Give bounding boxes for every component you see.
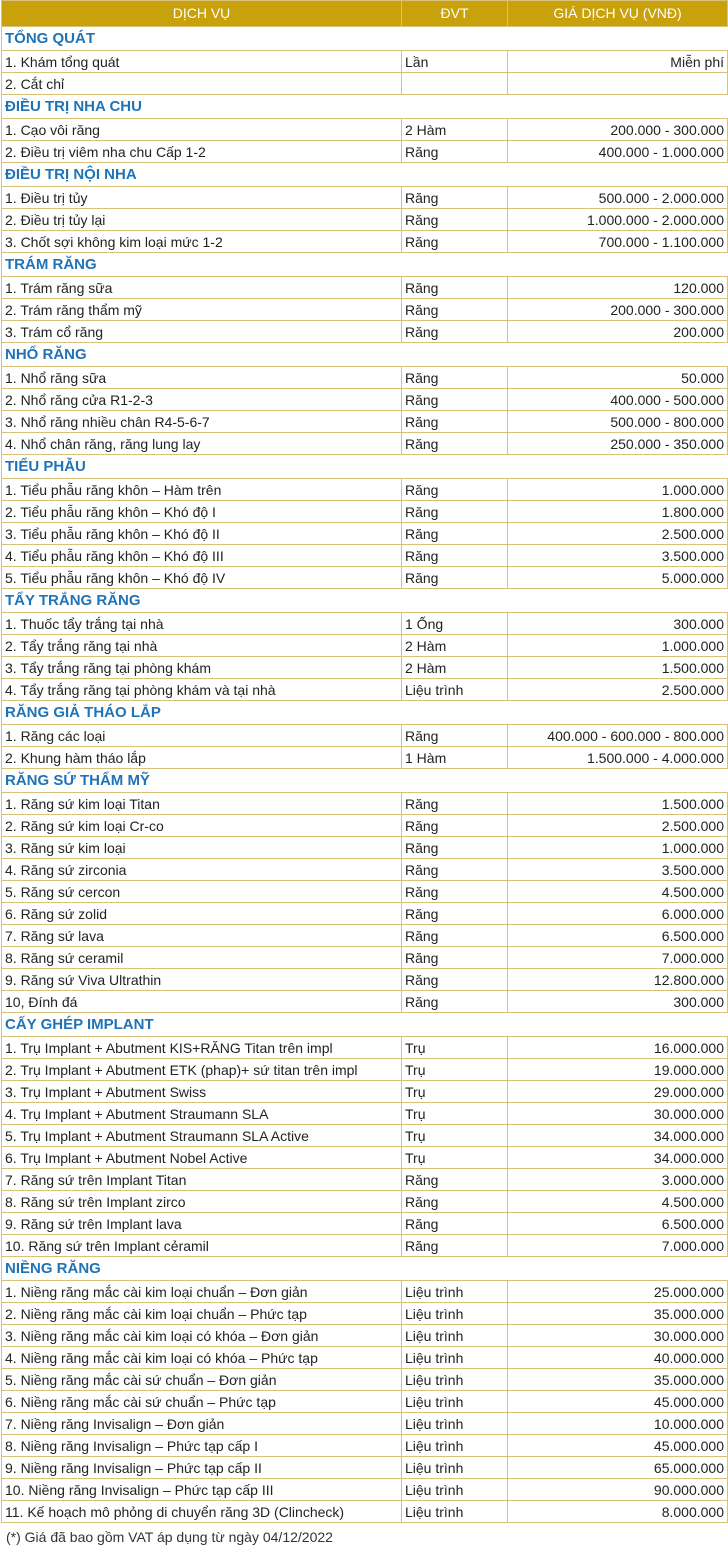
table-row bbox=[2, 1169, 728, 1191]
table-row bbox=[2, 991, 728, 1013]
section-title: RĂNG SỨ THẨM MỸ bbox=[2, 769, 728, 793]
service-price: 1.500.000 bbox=[508, 657, 728, 679]
service-price: 400.000 - 500.000 bbox=[508, 389, 728, 411]
service-name: 1. Trám răng sữa bbox=[2, 277, 402, 299]
service-name: 1. Điều trị tủy bbox=[2, 187, 402, 209]
service-name: 8. Niềng răng Invisalign – Phức tạp cấp I bbox=[2, 1435, 402, 1457]
service-unit: Liệu trình bbox=[402, 1479, 508, 1501]
section-title: TỔNG QUÁT bbox=[2, 27, 728, 51]
table-row bbox=[2, 1213, 728, 1235]
service-unit: Trụ bbox=[402, 1103, 508, 1125]
service-price: 6.500.000 bbox=[508, 925, 728, 947]
table-row bbox=[2, 187, 728, 209]
service-name: 3. Răng sứ kim loại bbox=[2, 837, 402, 859]
service-name: 7. Răng sứ lava bbox=[2, 925, 402, 947]
table-row bbox=[2, 657, 728, 679]
service-unit: Răng bbox=[402, 187, 508, 209]
service-name: 1. Khám tổng quát bbox=[2, 51, 402, 73]
service-price: 1.000.000 bbox=[508, 837, 728, 859]
service-unit: 1 Hàm bbox=[402, 747, 508, 769]
table-row bbox=[2, 725, 728, 747]
service-unit: Liệu trình bbox=[402, 1369, 508, 1391]
service-unit: Răng bbox=[402, 947, 508, 969]
service-price: 7.000.000 bbox=[508, 947, 728, 969]
table-row bbox=[2, 859, 728, 881]
service-unit: Răng bbox=[402, 367, 508, 389]
section-title: TẨY TRẮNG RĂNG bbox=[2, 589, 728, 613]
service-price: 25.000.000 bbox=[508, 1281, 728, 1303]
service-name: 4. Nhổ chân răng, răng lung lay bbox=[2, 433, 402, 455]
service-name: 5. Tiểu phẫu răng khôn – Khó độ IV bbox=[2, 567, 402, 589]
service-price: 4.500.000 bbox=[508, 881, 728, 903]
service-unit: Răng bbox=[402, 925, 508, 947]
service-price: 19.000.000 bbox=[508, 1059, 728, 1081]
footnote: (*) Giá đã bao gồm VAT áp dụng từ ngày 04/12/2022 bbox=[6, 1529, 333, 1545]
table-row bbox=[2, 1501, 728, 1523]
service-name: 1. Cạo vôi răng bbox=[2, 119, 402, 141]
service-price: 40.000.000 bbox=[508, 1347, 728, 1369]
service-unit: Răng bbox=[402, 141, 508, 163]
table-row bbox=[2, 793, 728, 815]
service-price: 700.000 - 1.100.000 bbox=[508, 231, 728, 253]
table-row bbox=[2, 321, 728, 343]
table-row bbox=[2, 119, 728, 141]
table-row bbox=[2, 433, 728, 455]
service-name: 7. Răng sứ trên Implant Titan bbox=[2, 1169, 402, 1191]
price-table bbox=[1, 0, 728, 1523]
table-row bbox=[2, 815, 728, 837]
service-unit: 2 Hàm bbox=[402, 657, 508, 679]
section-header bbox=[2, 701, 728, 725]
header-unit: ĐVT bbox=[402, 1, 508, 27]
service-name: 2. Niềng răng mắc cài kim loại chuẩn – Phức tạp bbox=[2, 1303, 402, 1325]
service-unit: Răng bbox=[402, 389, 508, 411]
service-price: 500.000 - 800.000 bbox=[508, 411, 728, 433]
service-price: 1.500.000 bbox=[508, 793, 728, 815]
service-unit: Liệu trình bbox=[402, 1413, 508, 1435]
section-header bbox=[2, 1013, 728, 1037]
service-price: 30.000.000 bbox=[508, 1103, 728, 1125]
service-price: 2.500.000 bbox=[508, 679, 728, 701]
service-price: 50.000 bbox=[508, 367, 728, 389]
service-price: 4.500.000 bbox=[508, 1191, 728, 1213]
service-price: 1.000.000 bbox=[508, 635, 728, 657]
service-price: 65.000.000 bbox=[508, 1457, 728, 1479]
service-price: 200.000 - 300.000 bbox=[508, 119, 728, 141]
table-row bbox=[2, 231, 728, 253]
service-name: 1. Nhổ răng sữa bbox=[2, 367, 402, 389]
service-unit: Răng bbox=[402, 837, 508, 859]
service-price: 7.000.000 bbox=[508, 1235, 728, 1257]
service-unit: Trụ bbox=[402, 1147, 508, 1169]
service-name: 8. Răng sứ ceramil bbox=[2, 947, 402, 969]
table-row bbox=[2, 299, 728, 321]
service-price: 45.000.000 bbox=[508, 1435, 728, 1457]
service-name: 3. Trụ Implant + Abutment Swiss bbox=[2, 1081, 402, 1103]
service-name: 2. Điều trị viêm nha chu Cấp 1-2 bbox=[2, 141, 402, 163]
service-name: 7. Niềng răng Invisalign – Đơn giản bbox=[2, 1413, 402, 1435]
section-header bbox=[2, 95, 728, 119]
service-name: 3. Tiểu phẫu răng khôn – Khó độ II bbox=[2, 523, 402, 545]
table-row bbox=[2, 1125, 728, 1147]
section-header bbox=[2, 589, 728, 613]
service-unit: Răng bbox=[402, 299, 508, 321]
table-row bbox=[2, 501, 728, 523]
service-name: 9. Niềng răng Invisalign – Phức tạp cấp II bbox=[2, 1457, 402, 1479]
section-header bbox=[2, 455, 728, 479]
table-row bbox=[2, 1457, 728, 1479]
service-unit: Liệu trình bbox=[402, 1303, 508, 1325]
table-row bbox=[2, 389, 728, 411]
service-price: 400.000 - 600.000 - 800.000 bbox=[508, 725, 728, 747]
service-name: 1. Trụ Implant + Abutment KIS+RĂNG Titan trên impl bbox=[2, 1037, 402, 1059]
service-price: 16.000.000 bbox=[508, 1037, 728, 1059]
section-header bbox=[2, 769, 728, 793]
service-price: 10.000.000 bbox=[508, 1413, 728, 1435]
service-price: 8.000.000 bbox=[508, 1501, 728, 1523]
section-header bbox=[2, 1257, 728, 1281]
service-price: 120.000 bbox=[508, 277, 728, 299]
service-name: 4. Trụ Implant + Abutment Straumann SLA bbox=[2, 1103, 402, 1125]
service-name: 3. Nhổ răng nhiều chân R4-5-6-7 bbox=[2, 411, 402, 433]
table-row bbox=[2, 947, 728, 969]
service-name: 9. Răng sứ trên Implant lava bbox=[2, 1213, 402, 1235]
section-header bbox=[2, 27, 728, 51]
service-price: 300.000 bbox=[508, 991, 728, 1013]
service-unit: Trụ bbox=[402, 1059, 508, 1081]
service-unit: Răng bbox=[402, 991, 508, 1013]
table-row bbox=[2, 1037, 728, 1059]
service-price: 6.000.000 bbox=[508, 903, 728, 925]
service-price: 1.000.000 bbox=[508, 479, 728, 501]
service-price: 5.000.000 bbox=[508, 567, 728, 589]
service-price bbox=[508, 73, 728, 95]
service-unit: Liệu trình bbox=[402, 1391, 508, 1413]
service-price: Miễn phí bbox=[508, 51, 728, 73]
table-row bbox=[2, 1413, 728, 1435]
service-unit: Liệu trình bbox=[402, 1501, 508, 1523]
table-row bbox=[2, 1281, 728, 1303]
table-row bbox=[2, 613, 728, 635]
service-name: 10, Đính đá bbox=[2, 991, 402, 1013]
service-price: 2.500.000 bbox=[508, 523, 728, 545]
service-unit: Răng bbox=[402, 321, 508, 343]
service-name: 3. Trám cổ răng bbox=[2, 321, 402, 343]
table-row bbox=[2, 881, 728, 903]
table-row bbox=[2, 969, 728, 991]
service-name: 5. Niềng răng mắc cài sứ chuẩn – Đơn giản bbox=[2, 1369, 402, 1391]
table-row bbox=[2, 411, 728, 433]
section-header bbox=[2, 163, 728, 187]
service-unit: Răng bbox=[402, 479, 508, 501]
table-row bbox=[2, 209, 728, 231]
service-unit: Răng bbox=[402, 793, 508, 815]
service-unit: Răng bbox=[402, 1191, 508, 1213]
service-name: 2. Khung hàm tháo lắp bbox=[2, 747, 402, 769]
header-price: GIÁ DỊCH VỤ (VNĐ) bbox=[508, 1, 728, 27]
service-price: 200.000 bbox=[508, 321, 728, 343]
service-unit: 2 Hàm bbox=[402, 119, 508, 141]
section-title: TIỂU PHẪU bbox=[2, 455, 728, 479]
service-name: 6. Trụ Implant + Abutment Nobel Active bbox=[2, 1147, 402, 1169]
service-unit: Răng bbox=[402, 433, 508, 455]
service-unit: Răng bbox=[402, 277, 508, 299]
service-price: 3.500.000 bbox=[508, 545, 728, 567]
service-unit bbox=[402, 73, 508, 95]
service-price: 300.000 bbox=[508, 613, 728, 635]
service-price: 500.000 - 2.000.000 bbox=[508, 187, 728, 209]
table-row bbox=[2, 925, 728, 947]
service-unit: Răng bbox=[402, 231, 508, 253]
table-row bbox=[2, 1059, 728, 1081]
table-row bbox=[2, 1325, 728, 1347]
service-price: 3.500.000 bbox=[508, 859, 728, 881]
service-name: 6. Răng sứ zolid bbox=[2, 903, 402, 925]
service-price: 35.000.000 bbox=[508, 1303, 728, 1325]
service-name: 10. Răng sứ trên Implant cẻramil bbox=[2, 1235, 402, 1257]
service-unit: Răng bbox=[402, 209, 508, 231]
section-title: NHỔ RĂNG bbox=[2, 343, 728, 367]
service-name: 4. Tiểu phẫu răng khôn – Khó độ III bbox=[2, 545, 402, 567]
table-row bbox=[2, 1191, 728, 1213]
service-unit: Răng bbox=[402, 859, 508, 881]
section-title: ĐIỀU TRỊ NỘI NHA bbox=[2, 163, 728, 187]
service-unit: Răng bbox=[402, 725, 508, 747]
service-unit: Răng bbox=[402, 903, 508, 925]
table-row bbox=[2, 837, 728, 859]
table-row bbox=[2, 1391, 728, 1413]
service-name: 1. Tiểu phẫu răng khôn – Hàm trên bbox=[2, 479, 402, 501]
table-row bbox=[2, 141, 728, 163]
service-name: 4. Niềng răng mắc cài kim loại có khóa – Phức tạp bbox=[2, 1347, 402, 1369]
table-row bbox=[2, 367, 728, 389]
table-row bbox=[2, 567, 728, 589]
service-name: 4. Răng sứ zirconia bbox=[2, 859, 402, 881]
service-unit: Liệu trình bbox=[402, 1457, 508, 1479]
service-price: 90.000.000 bbox=[508, 1479, 728, 1501]
service-unit: Lần bbox=[402, 51, 508, 73]
service-price: 29.000.000 bbox=[508, 1081, 728, 1103]
service-name: 1. Răng sứ kim loại Titan bbox=[2, 793, 402, 815]
table-row bbox=[2, 679, 728, 701]
service-price: 400.000 - 1.000.000 bbox=[508, 141, 728, 163]
service-name: 2. Tiểu phẫu răng khôn – Khó độ I bbox=[2, 501, 402, 523]
section-title: NIỀNG RĂNG bbox=[2, 1257, 728, 1281]
table-row bbox=[2, 1347, 728, 1369]
service-name: 2. Nhổ răng cửa R1-2-3 bbox=[2, 389, 402, 411]
service-unit: Răng bbox=[402, 1235, 508, 1257]
service-name: 3. Chốt sợi không kim loại mức 1-2 bbox=[2, 231, 402, 253]
table-row bbox=[2, 545, 728, 567]
service-unit: Liệu trình bbox=[402, 1325, 508, 1347]
service-price: 1.000.000 - 2.000.000 bbox=[508, 209, 728, 231]
service-unit: 1 Ống bbox=[402, 613, 508, 635]
table-row bbox=[2, 1103, 728, 1125]
table-row bbox=[2, 747, 728, 769]
service-price: 2.500.000 bbox=[508, 815, 728, 837]
section-header bbox=[2, 343, 728, 367]
table-row bbox=[2, 903, 728, 925]
service-unit: 2 Hàm bbox=[402, 635, 508, 657]
service-name: 1. Thuốc tẩy trắng tại nhà bbox=[2, 613, 402, 635]
service-unit: Răng bbox=[402, 545, 508, 567]
service-unit: Răng bbox=[402, 1213, 508, 1235]
service-unit: Liệu trình bbox=[402, 679, 508, 701]
service-unit: Trụ bbox=[402, 1037, 508, 1059]
table-row bbox=[2, 1081, 728, 1103]
table-row bbox=[2, 1479, 728, 1501]
service-name: 2. Trám răng thẩm mỹ bbox=[2, 299, 402, 321]
service-price: 45.000.000 bbox=[508, 1391, 728, 1413]
section-title: RĂNG GIẢ THÁO LẮP bbox=[2, 701, 728, 725]
service-name: 3. Niềng răng mắc cài kim loại có khóa – Đơn giản bbox=[2, 1325, 402, 1347]
service-price: 200.000 - 300.000 bbox=[508, 299, 728, 321]
section-title: TRÁM RĂNG bbox=[2, 253, 728, 277]
service-name: 8. Răng sứ trên Implant zirco bbox=[2, 1191, 402, 1213]
table-row bbox=[2, 1303, 728, 1325]
service-unit: Trụ bbox=[402, 1081, 508, 1103]
service-unit: Liệu trình bbox=[402, 1281, 508, 1303]
service-name: 6. Niềng răng mắc cài sứ chuẩn – Phức tạp bbox=[2, 1391, 402, 1413]
service-price: 3.000.000 bbox=[508, 1169, 728, 1191]
service-name: 5. Răng sứ cercon bbox=[2, 881, 402, 903]
table-row bbox=[2, 1435, 728, 1457]
service-name: 11. Kế hoạch mô phỏng di chuyển răng 3D (Clincheck) bbox=[2, 1501, 402, 1523]
service-unit: Trụ bbox=[402, 1125, 508, 1147]
service-price: 34.000.000 bbox=[508, 1125, 728, 1147]
service-price: 1.500.000 - 4.000.000 bbox=[508, 747, 728, 769]
service-price: 250.000 - 350.000 bbox=[508, 433, 728, 455]
section-header bbox=[2, 253, 728, 277]
service-price: 12.800.000 bbox=[508, 969, 728, 991]
table-body bbox=[2, 27, 728, 1523]
service-unit: Răng bbox=[402, 881, 508, 903]
service-unit: Liệu trình bbox=[402, 1435, 508, 1457]
table-row bbox=[2, 277, 728, 299]
table-row bbox=[2, 51, 728, 73]
service-name: 2. Trụ Implant + Abutment ETK (phap)+ sứ titan trên impl bbox=[2, 1059, 402, 1081]
service-unit: Liệu trình bbox=[402, 1347, 508, 1369]
header-service: DỊCH VỤ bbox=[2, 1, 402, 27]
table-row bbox=[2, 73, 728, 95]
service-name: 4. Tẩy trắng răng tại phòng khám và tại nhà bbox=[2, 679, 402, 701]
service-unit: Răng bbox=[402, 1169, 508, 1191]
table-row bbox=[2, 1235, 728, 1257]
service-name: 5. Trụ Implant + Abutment Straumann SLA Active bbox=[2, 1125, 402, 1147]
service-name: 3. Tẩy trắng răng tại phòng khám bbox=[2, 657, 402, 679]
section-title: CẤY GHÉP IMPLANT bbox=[2, 1013, 728, 1037]
section-title: ĐIỀU TRỊ NHA CHU bbox=[2, 95, 728, 119]
table-row bbox=[2, 1147, 728, 1169]
service-price: 34.000.000 bbox=[508, 1147, 728, 1169]
service-unit: Răng bbox=[402, 969, 508, 991]
service-unit: Răng bbox=[402, 411, 508, 433]
service-price: 30.000.000 bbox=[508, 1325, 728, 1347]
service-name: 2. Răng sứ kim loại Cr-co bbox=[2, 815, 402, 837]
table-row bbox=[2, 1369, 728, 1391]
service-price: 35.000.000 bbox=[508, 1369, 728, 1391]
service-name: 2. Cắt chỉ bbox=[2, 73, 402, 95]
table-row bbox=[2, 523, 728, 545]
service-name: 9. Răng sứ Viva Ultrathin bbox=[2, 969, 402, 991]
service-unit: Răng bbox=[402, 501, 508, 523]
service-name: 1. Niềng răng mắc cài kim loại chuẩn – Đơn giản bbox=[2, 1281, 402, 1303]
service-unit: Răng bbox=[402, 523, 508, 545]
table-row bbox=[2, 635, 728, 657]
service-name: 1. Răng các loại bbox=[2, 725, 402, 747]
service-name: 10. Niềng răng Invisalign – Phức tạp cấp III bbox=[2, 1479, 402, 1501]
service-price: 1.800.000 bbox=[508, 501, 728, 523]
service-unit: Răng bbox=[402, 815, 508, 837]
service-price: 6.500.000 bbox=[508, 1213, 728, 1235]
service-name: 2. Tẩy trắng răng tại nhà bbox=[2, 635, 402, 657]
table-row bbox=[2, 479, 728, 501]
table-header bbox=[2, 1, 728, 27]
service-name: 2. Điều trị tủy lại bbox=[2, 209, 402, 231]
service-unit: Răng bbox=[402, 567, 508, 589]
